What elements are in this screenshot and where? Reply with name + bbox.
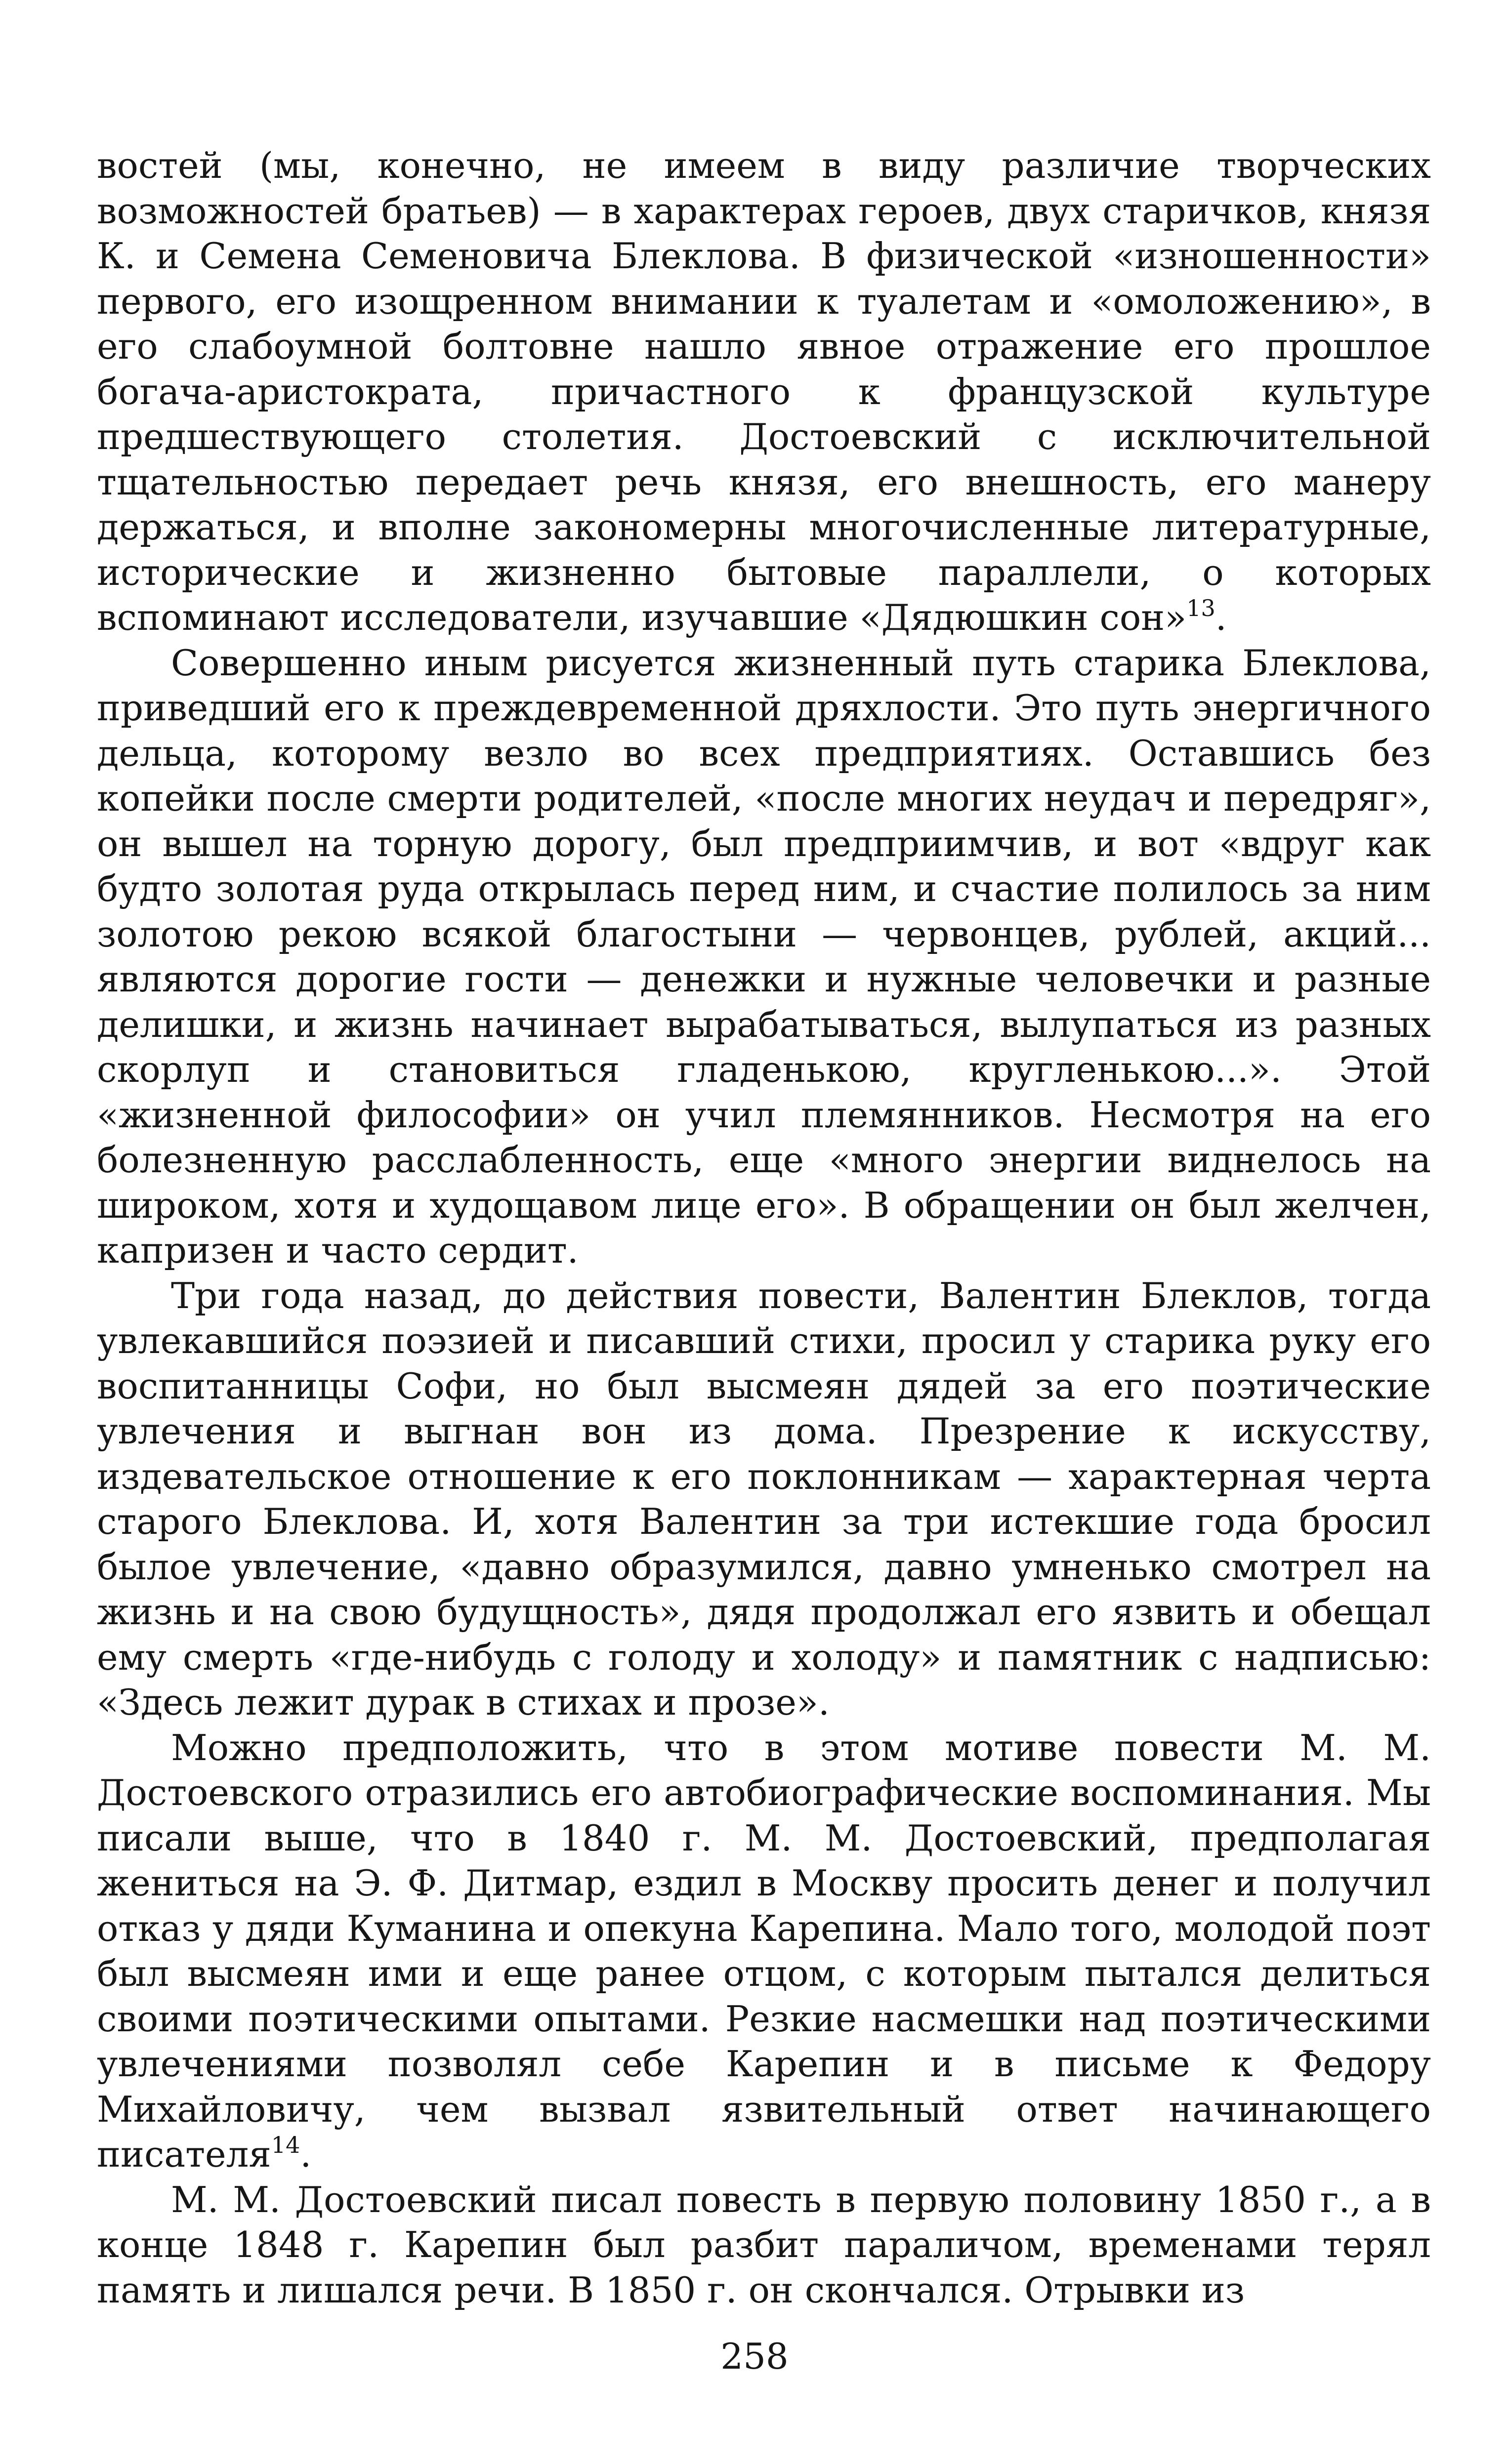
footnote-ref-14: 14 bbox=[271, 2132, 300, 2158]
paragraph-1-text: востей (мы, конечно, не имеем в виду различие творческих возможностей братьев) — в характерах героев, двух старичков, князя К. и Семена Семеновича Блеклова. В физической «изношенности» первого, его изощренном внимании к туалетам и «омоложению», в его слабоумной болтовне нашло явное отражение его прошлое богача-аристократа, причастного к французской культуре предшествующего столетия. Достоевский с исключительной тщательностью передает речь князя, его внешность, его манеру держаться, и вполне закономерны многочисленные литературные, исторические и жизненно бытовые параллели, о которых вспоминают исследователи, изучавшие «Дядюшкин сон» bbox=[97, 145, 1431, 638]
paragraph-4-tail: . bbox=[300, 2134, 312, 2175]
paragraph-1-tail: . bbox=[1215, 597, 1227, 638]
paragraph-1 bbox=[97, 143, 1431, 641]
paragraph-3: Три года назад, до действия повести, Валентин Блеклов, тогда увлекавшийся поэзией и писавший стихи, просил у старика руку его воспитанницы Софи, но был высмеян дядей за его поэтические увлечения и выгнан вон из дома. Презрение к искусству, издевательское отношение к его поклонникам — характерная черта старого Блеклова. И, хотя Валентин за три истекшие года бросил былое увлечение, «давно образумился, давно умненько смотрел на жизнь и на свою будущность», дядя продолжал его язвить и обещал ему смерть «где-нибудь с голоду и холоду» и памятник с надписью: «Здесь лежит дурак в стихах и прозе». bbox=[97, 1274, 1431, 1723]
paragraph-2: Совершенно иным рисуется жизненный путь старика Блеклова, приведший его к преждевременной дряхлости. Это путь энергичного дельца, которому везло во всех предприятиях. Оставшись без копейки после смерти родителей, «после многих неудач и передряг», он вышел на торную дорогу, был предприимчив, и вот «вдруг как будто золотая руда открылась перед ним, и счастие полилось за ним золотою рекою всякой благостыни — червонцев, рублей, акций... являются дорогие гости — денежки и нужные человечки и разные делишки, и жизнь начинает вырабатываться, вылупаться из разных скорлуп и становиться гладенькою, кругленькою...». Этой «жизненной философии» он учил племянников. Несмотря на его болезненную расслабленность, еще «много энергии виднелось на широком, хотя и худощавом лице его». В обращении он был желчен, капризен и часто сердит. bbox=[97, 642, 1431, 1271]
page-number: 258 bbox=[720, 2336, 789, 2377]
paragraph-4-text: Можно предположить, что в этом мотиве повести М. М. Достоевского отразились его автобиографические воспоминания. Мы писали выше, что в 1840 г. М. М. Достоевский, предполагая жениться на Э. Ф. Дитмар, ездил в Москву просить денег и получил отказ у дяди Куманина и опекуна Карепина. Мало того, молодой поэт был высмеян ими и еще ранее отцом, с которым пытался делиться своими поэтическими опытами. Резкие насмешки над поэтическими увлечениями позволял себе Карепин и в письме к Федору Михайловичу, чем вызвал язвительный ответ начинающего писателя bbox=[97, 1726, 1431, 2175]
footnote-ref-13: 13 bbox=[1186, 595, 1216, 621]
body-text bbox=[97, 143, 1431, 2313]
paragraph-5: М. М. Достоевский писал повесть в первую половину 1850 г., а в конце 1848 г. Карепин был разбит параличом, временами терял память и лишался речи. В 1850 г. он скончался. Отрывки из bbox=[97, 2178, 1431, 2311]
paragraph-4 bbox=[97, 1725, 1431, 2177]
